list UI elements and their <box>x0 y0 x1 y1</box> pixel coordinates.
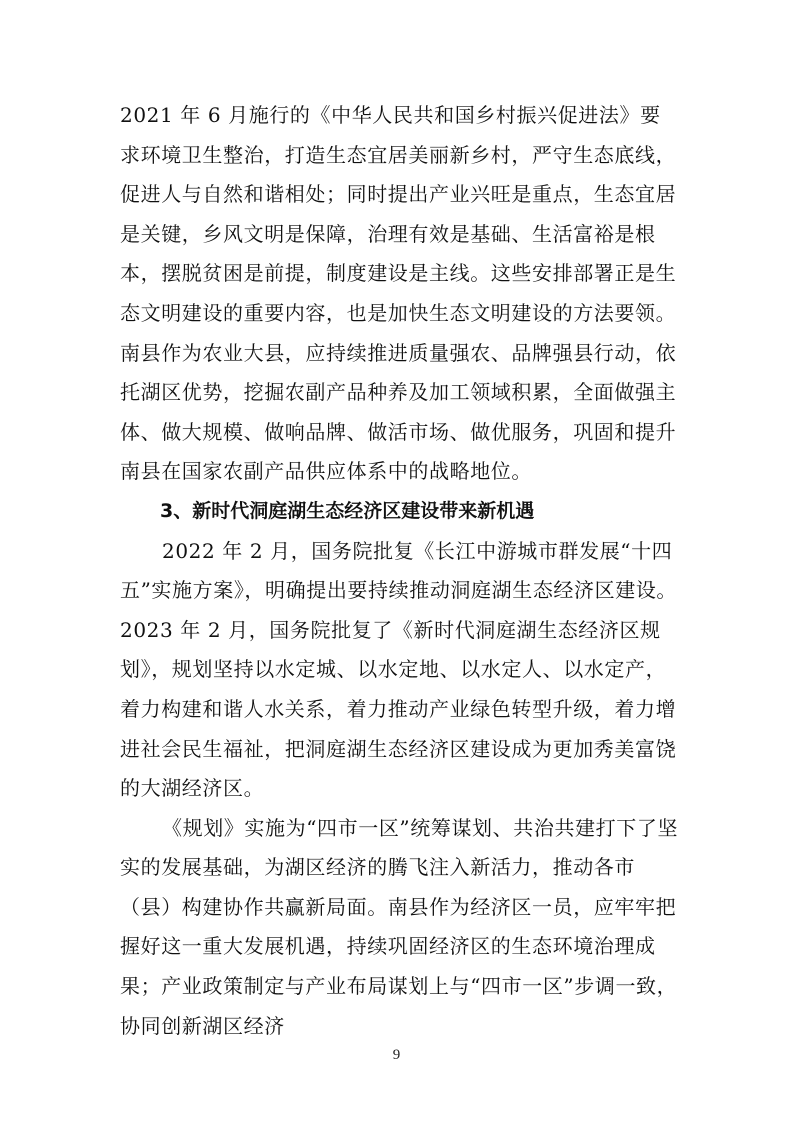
paragraph-plan-implementation: 《规划》实施为“四市一区”统筹谋划、共治共建打下了坚实的发展基础，为湖区经济的腾飞注入新活力，推动各市（县）构建协作共赢新局面。南县作为经济区一员，应牢牢把握好这一重大发展机遇，持续巩固经济区的生态环境治理成果；产业政策制定与产业布局谋划上与“四市一区”步调一致，协同创新湖区经济 <box>120 815 679 1038</box>
paragraph-state-council-approval: 2022 年 2 月，国务院批复《长江中游城市群发展“十四五”实施方案》，明确提出要持续推动洞庭湖生态经济区建设。2023 年 2 月，国务院批复了《新时代洞庭湖生态经济区规划》，规划坚持以水定城、以水定地、以水定人、以水定产，着力构建和谐人水关系，着力推动产业绿色转型升级，着力增进社会民生福祉，把洞庭湖生态经济区建设成为更加秀美富饶的大湖经济区。 <box>120 538 678 801</box>
section-heading-dongting-lake: 3、新时代洞庭湖生态经济区建设带来新机遇 <box>160 499 535 522</box>
page-number: 9 <box>392 1047 401 1063</box>
page-content <box>120 96 680 1046</box>
paragraph-rural-revitalization-law: 2021 年 6 月施行的《中华人民共和国乡村振兴促进法》要求环境卫生整治，打造生态宜居美丽新乡村，严守生态底线，促进人与自然和谐相处；同时提出产业兴旺是重点，生态宜居是关键，乡风文明是保障，治理有效是基础、生活富裕是根本，摆脱贫困是前提，制度建设是主线。这些安排部署正是生态文明建设的重要内容，也是加快生态文明建设的方法要领。南县作为农业大县，应持续推进质量强农、品牌强县行动，依托湖区优势，挖掘农副产品种养及加工领域积累，全面做强主体、做大规模、做响品牌、做活市场、做优服务，巩固和提升南县在国家农副产品供应体系中的战略地位。 <box>120 103 677 484</box>
